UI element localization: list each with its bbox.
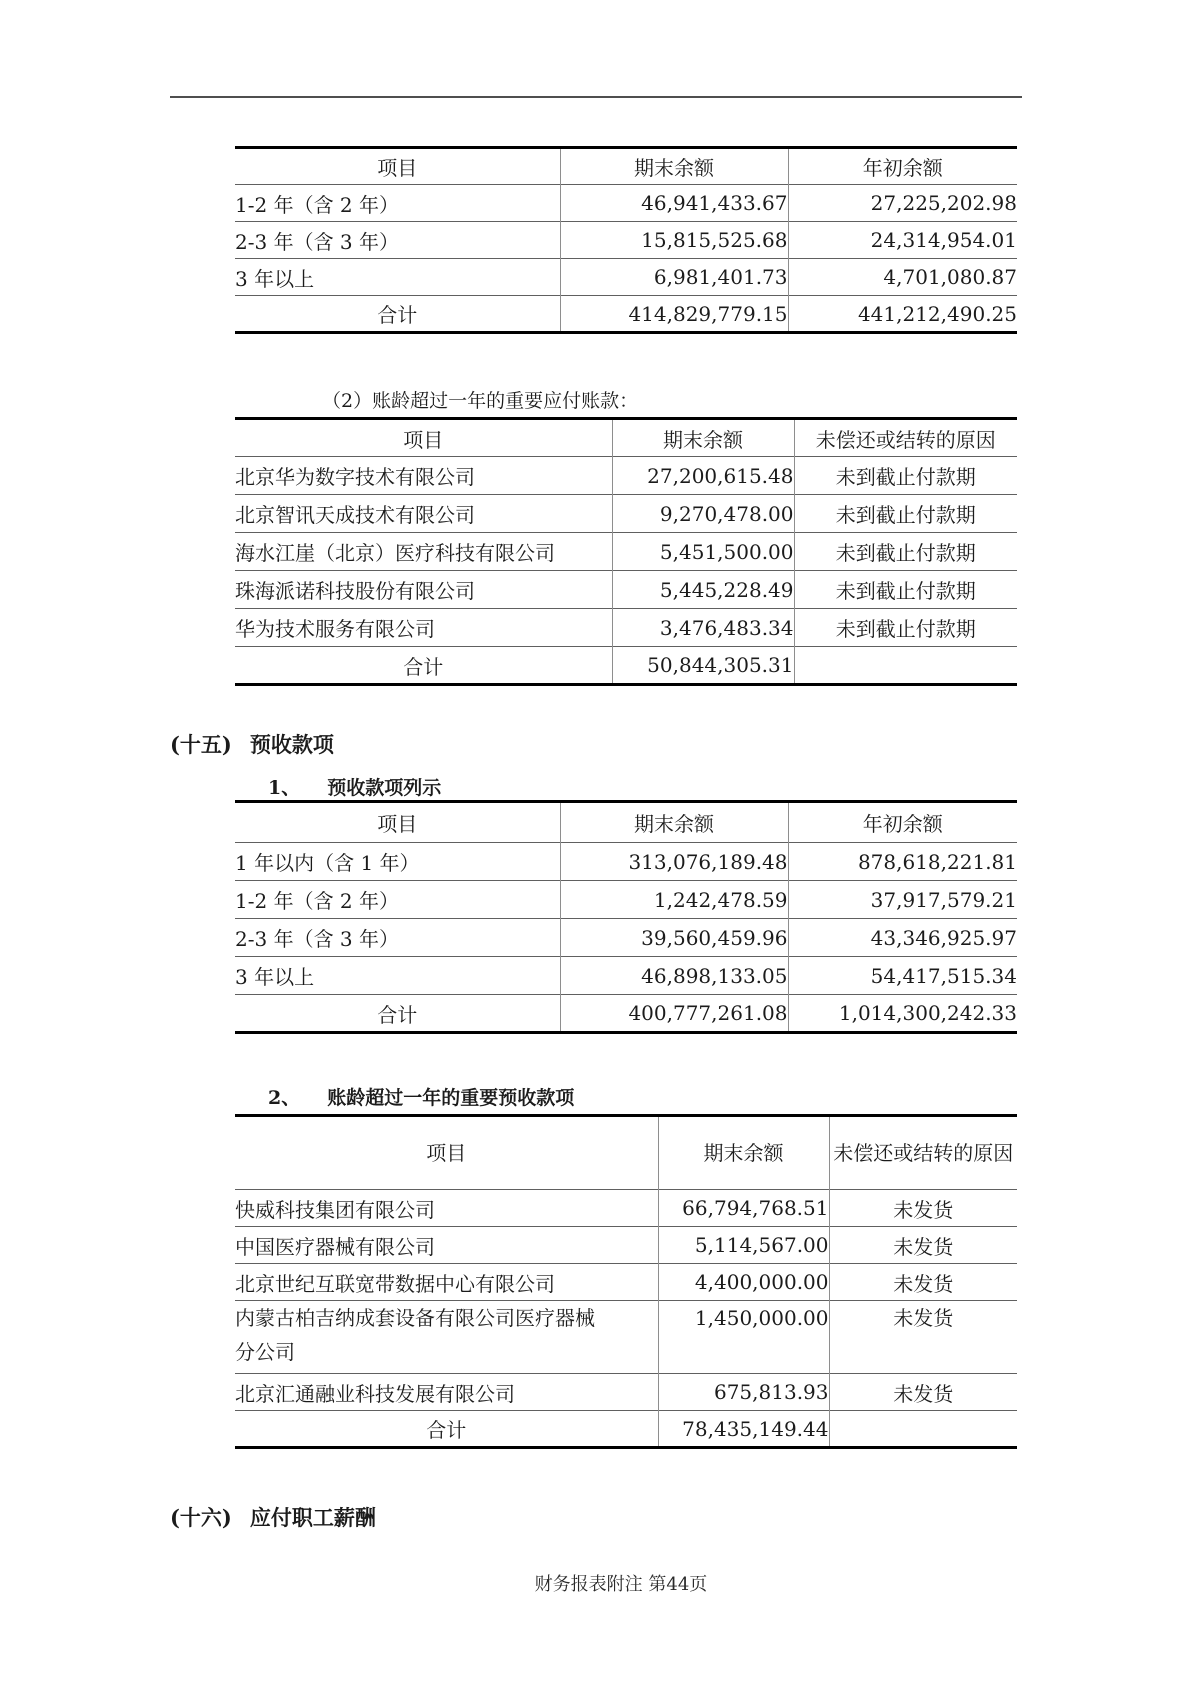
table-row xyxy=(235,1190,1017,1227)
table-total-row xyxy=(235,647,1017,685)
subsection-1-title: 预收款项列示 xyxy=(327,777,442,799)
column-header-closing: 期末余额 xyxy=(560,802,788,843)
row-item-cell: 北京华为数字技术有限公司 xyxy=(235,465,475,489)
row-opening-cell: 54,417,515.34 xyxy=(788,957,1017,995)
row-closing-cell: 27,200,615.48 xyxy=(612,457,794,495)
column-header-item: 项目 xyxy=(426,1140,467,1165)
total-label-cell: 合计 xyxy=(377,1002,418,1027)
column-header-opening: 年初余额 xyxy=(788,148,1017,185)
row-closing-cell: 5,451,500.00 xyxy=(612,533,794,571)
total-opening-cell: 1,014,300,242.33 xyxy=(788,995,1017,1033)
row-closing-cell: 675,813.93 xyxy=(658,1374,829,1411)
table-row xyxy=(235,1264,1017,1301)
aging-payables-table xyxy=(235,146,1017,334)
row-closing-cell: 39,560,459.96 xyxy=(560,919,788,957)
column-header-closing: 期末余额 xyxy=(560,148,788,185)
table-row xyxy=(235,259,1017,296)
table-row xyxy=(235,222,1017,259)
section-16-label: (十六) xyxy=(170,1505,232,1530)
row-item-cell: 1-2 年（含 2 年） xyxy=(235,192,400,217)
row-item-cell: 快威科技集团有限公司 xyxy=(235,1197,435,1222)
row-opening-cell: 43,346,925.97 xyxy=(788,919,1017,957)
row-opening-cell: 4,701,080.87 xyxy=(788,259,1017,296)
column-header-item: 项目 xyxy=(403,427,444,452)
row-reason-cell: 未发货 xyxy=(829,1227,1017,1264)
table-row xyxy=(235,1301,1017,1374)
table-header-row xyxy=(235,802,1017,843)
row-closing-cell: 4,400,000.00 xyxy=(658,1264,829,1301)
column-header-reason: 未偿还或结转的原因 xyxy=(794,419,1017,457)
section-15-title: 预收款项 xyxy=(249,732,334,757)
table-row xyxy=(235,457,1017,495)
table-total-row xyxy=(235,1411,1017,1448)
row-item-cell: 1 年以内（含 1 年） xyxy=(235,851,420,875)
row-item-cell: 珠海派诺科技股份有限公司 xyxy=(235,579,475,603)
total-label-cell: 合计 xyxy=(403,654,444,679)
total-closing-cell: 400,777,261.08 xyxy=(560,995,788,1033)
row-closing-cell: 46,898,133.05 xyxy=(560,957,788,995)
table-row xyxy=(235,533,1017,571)
row-reason-cell: 未到截止付款期 xyxy=(794,533,1017,571)
row-item-cell: 华为技术服务有限公司 xyxy=(235,617,435,641)
row-item-cell: 北京汇通融业科技发展有限公司 xyxy=(235,1381,515,1406)
row-closing-cell: 66,794,768.51 xyxy=(658,1190,829,1227)
column-header-item: 项目 xyxy=(377,156,418,180)
row-reason-cell: 未发货 xyxy=(829,1374,1017,1411)
row-closing-cell: 3,476,483.34 xyxy=(612,609,794,647)
table-row xyxy=(235,957,1017,995)
section-16-heading xyxy=(170,1504,376,1532)
table-row xyxy=(235,881,1017,919)
subsection-2-title: 账龄超过一年的重要预收款项 xyxy=(327,1087,575,1109)
row-closing-cell: 5,445,228.49 xyxy=(612,571,794,609)
row-reason-cell: 未发货 xyxy=(829,1264,1017,1301)
table-row xyxy=(235,919,1017,957)
row-reason-cell: 未发货 xyxy=(829,1190,1017,1227)
total-label-cell: 合计 xyxy=(426,1418,467,1442)
subsection-2-heading xyxy=(268,1086,574,1111)
important-payables-table xyxy=(235,417,1017,686)
row-closing-cell: 1,242,478.59 xyxy=(560,881,788,919)
row-item-cell xyxy=(235,1301,658,1374)
table-row xyxy=(235,609,1017,647)
page-header-rule xyxy=(170,96,1022,98)
row-item-cell: 中国医疗器械有限公司 xyxy=(235,1234,435,1259)
company-name-wrapped: 内蒙古柏吉纳成套设备有限公司医疗器械分公司 xyxy=(235,1306,595,1364)
row-item-cell: 海水江崖（北京）医疗科技有限公司 xyxy=(235,541,555,565)
row-reason-cell: 未发货 xyxy=(829,1301,1017,1374)
row-item-cell: 北京世纪互联宽带数据中心有限公司 xyxy=(235,1271,555,1296)
row-closing-cell: 1,450,000.00 xyxy=(658,1301,829,1374)
row-item-cell: 1-2 年（含 2 年） xyxy=(235,889,400,913)
column-header-opening: 年初余额 xyxy=(788,802,1017,843)
row-opening-cell: 878,618,221.81 xyxy=(788,843,1017,881)
row-closing-cell: 15,815,525.68 xyxy=(560,222,788,259)
subsection-1-number: 1、 xyxy=(268,777,301,799)
row-closing-cell: 9,270,478.00 xyxy=(612,495,794,533)
table-row xyxy=(235,495,1017,533)
row-closing-cell: 313,076,189.48 xyxy=(560,843,788,881)
table-header-row xyxy=(235,1116,1017,1190)
row-closing-cell: 5,114,567.00 xyxy=(658,1227,829,1264)
table-total-row xyxy=(235,995,1017,1033)
total-reason-cell xyxy=(829,1411,1017,1448)
total-label-cell: 合计 xyxy=(377,303,418,327)
table-row xyxy=(235,1374,1017,1411)
column-header-closing: 期末余额 xyxy=(612,419,794,457)
table-header-row xyxy=(235,148,1017,185)
subsection-1-heading xyxy=(268,776,441,801)
row-item-cell: 3 年以上 xyxy=(235,965,315,989)
total-opening-cell: 441,212,490.25 xyxy=(788,296,1017,333)
section-15-label: (十五) xyxy=(170,732,232,757)
row-item-cell: 2-3 年（含 3 年） xyxy=(235,927,400,951)
row-reason-cell: 未到截止付款期 xyxy=(794,571,1017,609)
row-opening-cell: 27,225,202.98 xyxy=(788,185,1017,222)
total-closing-cell: 50,844,305.31 xyxy=(612,647,794,685)
row-reason-cell: 未到截止付款期 xyxy=(794,495,1017,533)
row-item-cell: 北京智讯天成技术有限公司 xyxy=(235,503,475,527)
total-closing-cell: 414,829,779.15 xyxy=(560,296,788,333)
advances-aging-table xyxy=(235,800,1017,1034)
page-footer: 财务报表附注 第44页 xyxy=(534,1574,708,1595)
column-header-item: 项目 xyxy=(377,812,418,836)
subsection-2-number: 2、 xyxy=(268,1087,301,1109)
table-row xyxy=(235,185,1017,222)
total-reason-cell xyxy=(794,647,1017,685)
important-advances-table xyxy=(235,1114,1017,1449)
section-15-heading xyxy=(170,731,334,759)
column-header-closing: 期末余额 xyxy=(658,1116,829,1190)
table-row xyxy=(235,1227,1017,1264)
row-closing-cell: 6,981,401.73 xyxy=(560,259,788,296)
row-opening-cell: 37,917,579.21 xyxy=(788,881,1017,919)
table-row xyxy=(235,843,1017,881)
column-header-reason: 未偿还或结转的原因 xyxy=(829,1116,1017,1190)
total-closing-cell: 78,435,149.44 xyxy=(658,1411,829,1448)
row-reason-cell: 未到截止付款期 xyxy=(794,457,1017,495)
row-reason-cell: 未到截止付款期 xyxy=(794,609,1017,647)
table-total-row xyxy=(235,296,1017,333)
table-header-row xyxy=(235,419,1017,457)
row-item-cell: 3 年以上 xyxy=(235,266,315,291)
row-closing-cell: 46,941,433.67 xyxy=(560,185,788,222)
table-row xyxy=(235,571,1017,609)
row-opening-cell: 24,314,954.01 xyxy=(788,222,1017,259)
important-payables-heading: （2）账龄超过一年的重要应付账款： xyxy=(322,390,639,412)
section-16-title: 应付职工薪酬 xyxy=(249,1505,376,1530)
row-item-cell: 2-3 年（含 3 年） xyxy=(235,229,400,254)
